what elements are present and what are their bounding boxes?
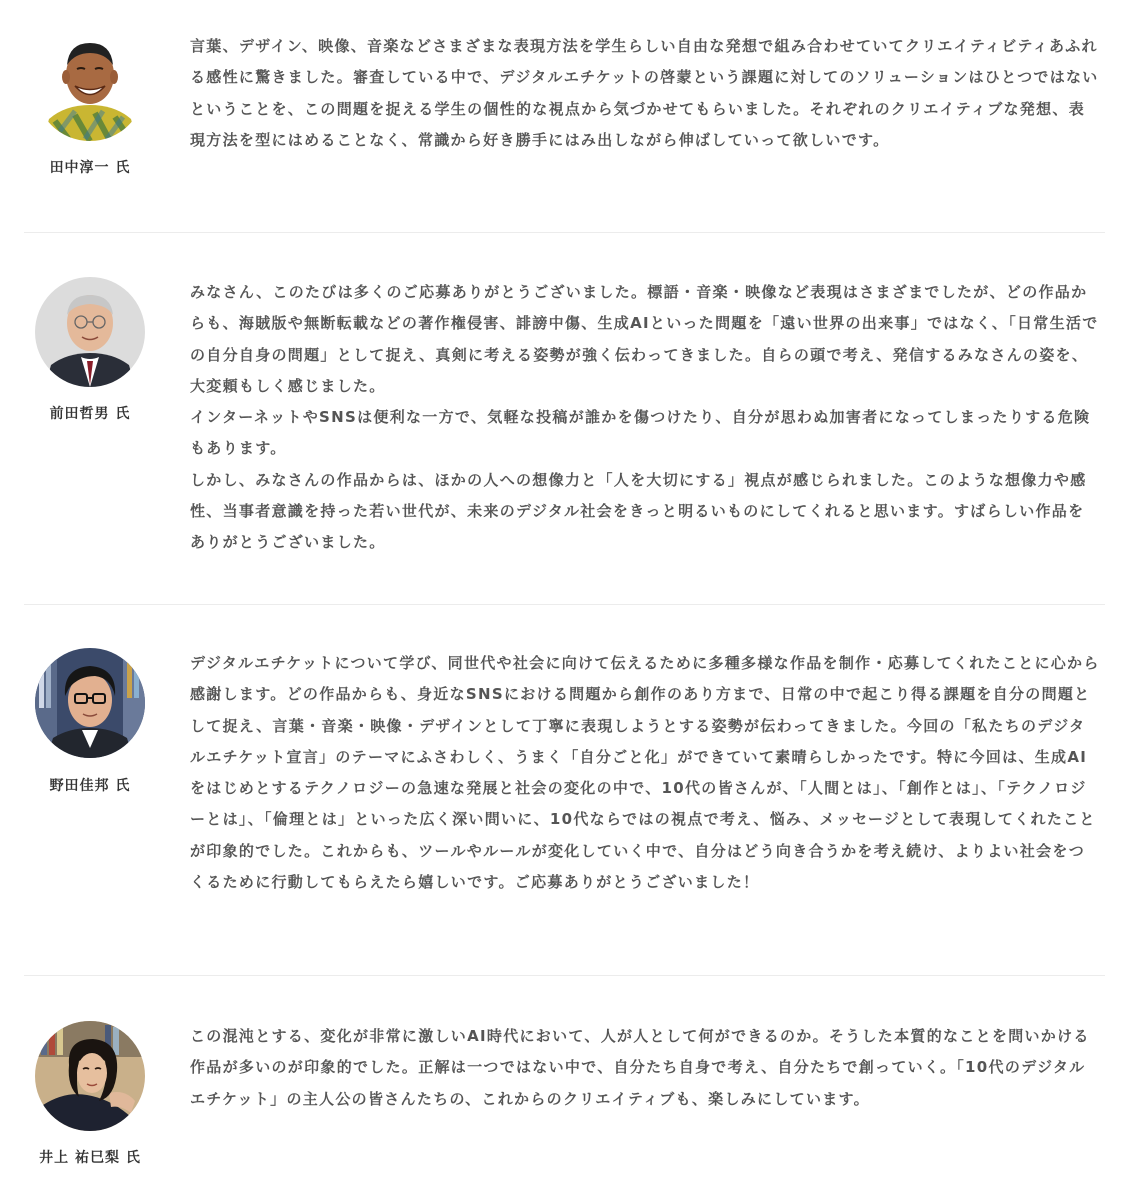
judge-comment-text: デジタルエチケットについて学び、同世代や社会に向けて伝えるために多種多様な作品を制作・応募してくれたことに心から感謝します。どの作品からも、身近なSNSにおける問題から創作のあり方まで、日常の中で起こり得る課題を自分の問題として捉え、言葉・音楽・映像・デザインとして丁寧に表現しようとする姿勢が伝わってきました。今回の「私たちのデジタルエチケット宣言」のテーマにふさわしく、うまく「自分ごと化」ができていて素晴らしかったです。特に今回は、生成AIをはじめとするテクノロジーの急速な発展と社会の変化の中で、10代の皆さんが、「人間とは」、「創作とは」、「テクノロジーとは」、「倫理とは」といった広く深い問いに、10代ならではの視点で考え、悩み、メッセージとして表現してくれたことが印象的でした。これからも、ツールやルールが変化していく中で、自分はどう向き合うかを考え続け、よりよい社会をつくるために行動してもらえたら嬉しいです。ご応募ありがとうございました！ — [190, 654, 1100, 892]
judge-name: 田中淳一 氏 — [49, 160, 131, 176]
judge-avatar-photo — [35, 277, 145, 387]
judge-name: 前田哲男 氏 — [49, 406, 131, 422]
judge-name: 野田佳邦 氏 — [49, 778, 131, 794]
section-divider — [24, 975, 1105, 976]
judge-comment-text: 言葉、デザイン、映像、音楽などさまざまな表現方法を学生らしい自由な発想で組み合わせていてクリエイティビティあふれる感性に驚きました。審査している中で、デジタルエチケットの啓蒙という課題に対してのソリューションはひとつではないということを、この問題を捉える学生の個性的な視点から気づかせてもらいました。それぞれのクリエイティブな発想、表現方法を型にはめることなく、常識から好き勝手にはみ出しながら伸ばしていって欲しいです。 — [190, 37, 1099, 149]
judge-avatar-photo — [35, 1021, 145, 1131]
section-divider — [24, 232, 1105, 233]
section-divider — [24, 604, 1105, 605]
judge-comment-text: この混沌とする、変化が非常に激しいAI時代において、人が人として何ができるのか。そうした本質的なことを問いかける作品が多いのが印象的でした。正解は一つではない中で、自分たち自身で考え、自分たちで創っていく。「10代のデジタルエチケット」の主人公の皆さんたちの、これからのクリエイティブも、楽しみにしています。 — [190, 1027, 1090, 1108]
judge-avatar-photo — [35, 648, 145, 758]
judge-avatar-photo — [35, 31, 145, 141]
judge-name: 井上 祐巳梨 氏 — [39, 1150, 141, 1166]
judge-comment-text: みなさん、このたびは多くのご応募ありがとうございました。標語・音楽・映像など表現はさまざまでしたが、どの作品からも、海賊版や無断転載などの著作権侵害、誹謗中傷、生成AIといった問題を「遠い世界の出来事」ではなく、「日常生活での自分自身の問題」として捉え、真剣に考える姿勢が強く伝わってきました。自らの頭で考え、発信するみなさんの姿を、大変頼もしく感じました。 インターネットやSNSは便利な一方で、気軽な投稿が誰かを傷つけたり、自分が思わぬ加害者になってしまったりする危険もあります。 しかし、みなさんの作品からは、ほかの人への想像力と「人を大切にする」視点が感じられました。このような想像力や感性、当事者意識を持った若い世代が、未来のデジタル社会をきっと明るいものにしてくれると思います。すばらしい作品をありがとうございました。 — [190, 283, 1099, 552]
